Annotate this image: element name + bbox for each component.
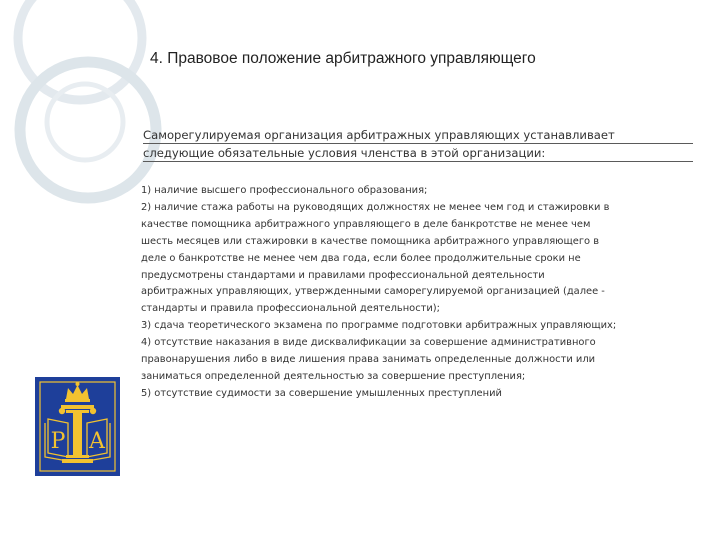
condition-line: 1) наличие высшего профессионального образования; — [141, 185, 428, 196]
condition-line: деле о банкротстве не менее чем два года, если более продолжительные сроки не — [141, 252, 581, 264]
condition-line: правонарушения либо в виде лишения права занимать определенные должности или — [141, 354, 596, 366]
intro-paragraph — [143, 126, 693, 162]
condition-line: качестве помощника арбитражного управляющего в деле банкротстве не менее чем — [141, 218, 591, 230]
condition-line: арбитражных управляющих, утвержденными саморегулируемой организацией (далее - — [141, 286, 605, 298]
logo-letter-right: А — [88, 429, 106, 454]
condition-line: 2) наличие стажа работы на руководящих должностях не менее чем год и стажировки в — [141, 201, 610, 213]
slide-title: 4. Правовое положение арбитражного управляющего — [150, 50, 536, 67]
condition-line: заниматься определенной деятельностью за совершение преступления; — [141, 370, 526, 382]
condition-line: шесть месяцев или стажировки в качестве помощника арбитражного управляющего в — [141, 235, 600, 247]
intro-line: Саморегулируемая организация арбитражных управляющих устанавливает — [143, 126, 693, 144]
condition-line: 4) отсутствие наказания в виде дисквалификации за совершение административного — [141, 337, 596, 349]
intro-line: следующие обязательные условия членства в этой организации: — [143, 144, 693, 162]
condition-line: 3) сдача теоретического экзамена по программе подготовки арбитражных управляющих; — [141, 320, 617, 332]
conditions-list — [141, 183, 696, 403]
academy-logo — [35, 377, 120, 476]
condition-line: стандарты и правила профессиональной деятельности); — [141, 303, 440, 315]
logo-letter-left: Р — [50, 429, 66, 454]
condition-line: предусмотрены стандартами и правилами профессиональной деятельности — [141, 269, 545, 281]
condition-line: 5) отсутствие судимости за совершение умышленных преступлений — [141, 387, 502, 399]
